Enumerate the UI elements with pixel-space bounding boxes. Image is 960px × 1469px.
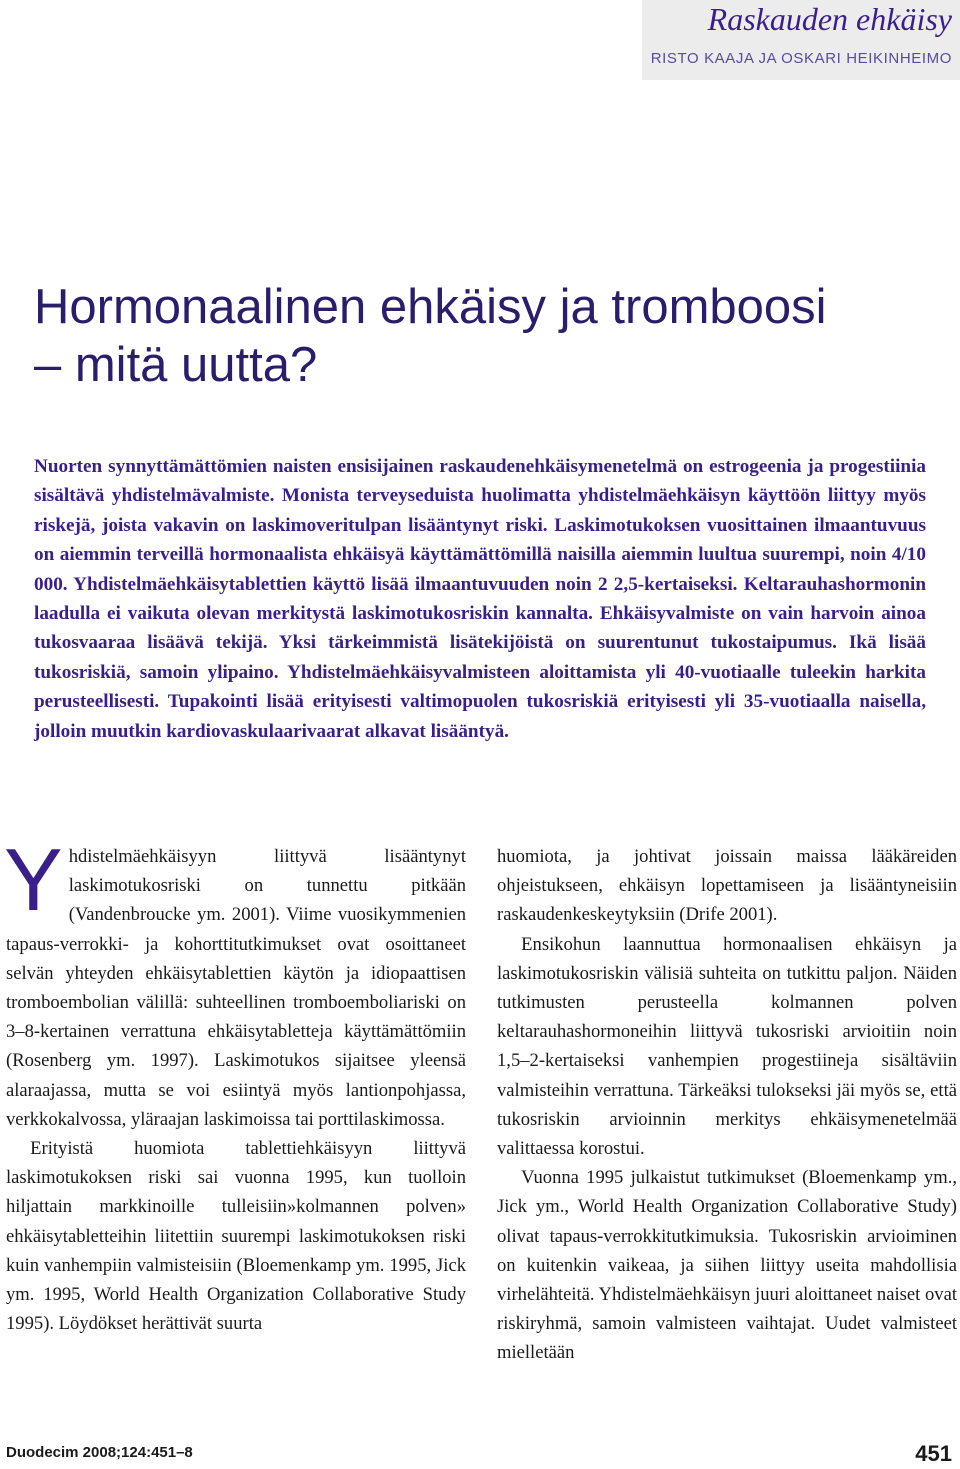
page-number: 451 <box>915 1441 952 1466</box>
section-title: Raskauden ehkäisy <box>707 1 952 37</box>
journal-citation: Duodecim 2008;124:451–8 <box>6 1444 193 1461</box>
abstract: Nuorten synnyttämättömien naisten ensisijainen raskaudenehkäisymenetelmä on estrogeenia ja progestiinia sisältävä yhdistelmävalmiste. Monista terveyseduista huolimatta yhdistelmäehkäisyn käyttöön liittyy myös riskejä, joista vakavin on laskimoveritulpan lisääntynyt riski. Laskimotukoksen vuosittainen ilmaantuvuus on aiemmin terveillä hormonaalista ehkäisyä käyttämättömillä naisilla aiemmin luultua suurempi, noin 4/10 000. Yhdistelmäehkäisytablettien käyttö lisää ilmaantuvuuden noin 2 2,5-kertaiseksi. Keltarauhashormonin laadulla ei vaikuta olevan merkitystä laskimotukosriskin kannalta. Ehkäisyvalmiste on vain harvoin ainoa tukosvaaraa lisäävä tekijä. Yksi tärkeimmistä lisätekijöistä on suurentunut tukostaipumus. Ikä lisää tukosriskiä, samoin ylipaino. Yhdistelmäehkäisyvalmisteen aloittamista yli 40-vuotiaalle tuleekin harkita perusteellisesti. Tupakointi lisää erityisesti valtimopuolen tukosriskiä erityisesti yli 35-vuotiaalla naisella, jolloin muutkin kardiovaskulaarivaarat alkavat lisääntyä. <box>34 456 926 742</box>
paragraph-text: hdistelmäehkäisyyn liittyvä lisääntynyt laskimotukosriski on tunnettu pitkään (Vandenbroucke ym. 2001). Viime vuosikymmenien tapaus-verrokki- ja kohorttitutkimukset ovat osoittaneet selvän yhteyden ehkäisytablettien käytön ja idiopaattisen tromboembolian välillä: suhteellinen tromboemboliariski on 3–8-kertainen verrattuna ehkäisytabletteja käyttämättömiin (Rosenberg ym. 1997). Laskimotukos sijaitsee yleensä alaraajassa, mutta se voi esiintyä myös lantionpohjassa, verkkokalvossa, yläraajan laskimoissa tai porttilaskimossa. <box>6 846 466 1130</box>
article-title-line2: – mitä uutta? <box>34 338 318 392</box>
paragraph: Erityistä huomiota tablettiehkäisyyn liittyvä laskimotukoksen riski sai vuonna 1995, kun tuolloin hiljattain markkinoille tulleisiin»kolmannen polven» ehkäisytabletteihin liitettiin suurempi laskimotukoksen riski kuin vanhempiin valmisteisiin (Bloemenkamp ym. 1995, Jick ym. 1995, World Health Organization Collaborative Study 1995). Löydökset herättivät suurta <box>6 1138 466 1335</box>
authors: RISTO KAAJA JA OSKARI HEIKINHEIMO <box>650 50 952 67</box>
article-title-line1: Hormonaalinen ehkäisy ja tromboosi <box>34 280 827 334</box>
dropcap: Y <box>4 830 63 929</box>
paragraph <box>4 830 466 1134</box>
article-title <box>34 278 934 394</box>
body-column-right <box>497 842 957 1368</box>
paragraph: Vuonna 1995 julkaistut tutkimukset (Bloemenkamp ym., Jick ym., World Health Organization Collaborative Study) olivat tapaus-verrokkitutkimuksia. Tukosriskin arvioiminen on kuitenkin vaikeaa, ja siihen liittyy useita mahdollisia virhelähteitä. Yhdistelmäehkäisyn juuri aloittaneet naiset ovat riskiryhmä, samoin valmisteen vaihtajat. Uudet valmisteet mielletään <box>497 1167 957 1364</box>
paragraph: huomiota, ja johtivat joissain maissa lääkäreiden ohjeistukseen, ehkäisyn lopettamiseen ja lisääntyneisiin raskaudenkeskeytyksiin (Drife 2001). <box>497 846 957 926</box>
body-column-left <box>4 830 466 1338</box>
paragraph: Ensikohun laannuttua hormonaalisen ehkäisyn ja laskimotukosriskin välisiä suhteita on tutkittu paljon. Näiden tutkimusten perusteella kolmannen polven keltarauhashormoneihin liittyvä tukosriski arvioitiin noin 1,5–2-kertaiseksi vanhempien progestiineja sisältäviin valmisteihin verrattuna. Tärkeäksi tulokseksi jäi myös se, että tukosriskin arvioinnin merkitys ehkäisymenetelmää valittaessa korostui. <box>497 933 957 1160</box>
